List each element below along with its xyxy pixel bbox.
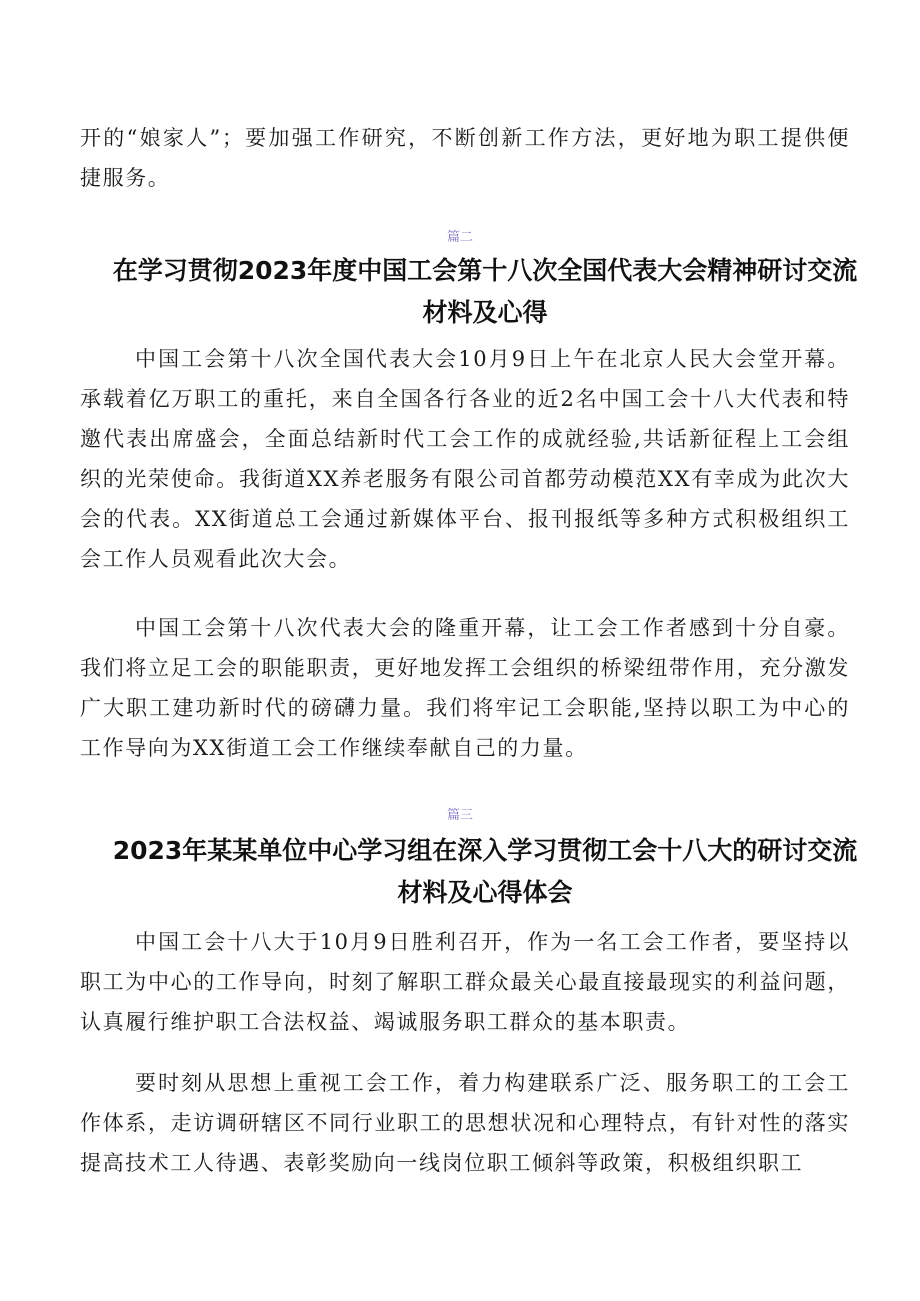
intro-paragraph: 开的“娘家人”；要加强工作研究，不断创新工作方法，更好地为职工提供便捷服务。	[80, 126, 850, 190]
body-paragraph: 中国工会十八大于10月9日胜利召开，作为一名工会工作者，要坚持以职工为中心的工作导向，时刻了解职工群众最关心最直接最现实的利益问题，认真履行维护职工合法权益、竭诚服务职工群众的基本职责。	[80, 930, 850, 1034]
section-title: 在学习贯彻2023年度中国工会第十八次全国代表大会精神研讨交流材料及心得	[112, 256, 858, 327]
body-paragraph: 中国工会第十八次代表大会的隆重开幕，让工会工作者感到十分自豪。我们将立足工会的职能职责，更好地发挥工会组织的桥梁纽带作用，充分激发广大职工建功新时代的磅礴力量。我们将牢记工会职能,坚持以职工为中心的工作导向为XX街道工会工作继续奉献自己的力量。	[80, 616, 850, 760]
section-label: 篇三	[446, 808, 473, 823]
section-title: 2023年某某单位中心学习组在深入学习贯彻工会十八大的研讨交流材料及心得体会	[112, 836, 858, 907]
section-label: 篇二	[446, 230, 473, 245]
body-paragraph: 中国工会第十八次全国代表大会10月9日上午在北京人民大会堂开幕。承载着亿万职工的重托，来自全国各行各业的近2名中国工会十八大代表和特邀代表出席盛会，全面总结新时代工会工作的成就经验,共话新征程上工会组织的光荣使命。我街道XX养老服务有限公司首都劳动模范XX有幸成为此次大会的代表。XX街道总工会通过新媒体平台、报刊报纸等多种方式积极组织工会工作人员观看此次大会。	[80, 347, 850, 571]
body-paragraph: 要时刻从思想上重视工会工作，着力构建联系广泛、服务职工的工会工作体系，走访调研辖区不同行业职工的思想状况和心理特点，有针对性的落实提高技术工人待遇、表彰奖励向一线岗位职工倾斜等政策，积极组织职工	[80, 1071, 850, 1175]
